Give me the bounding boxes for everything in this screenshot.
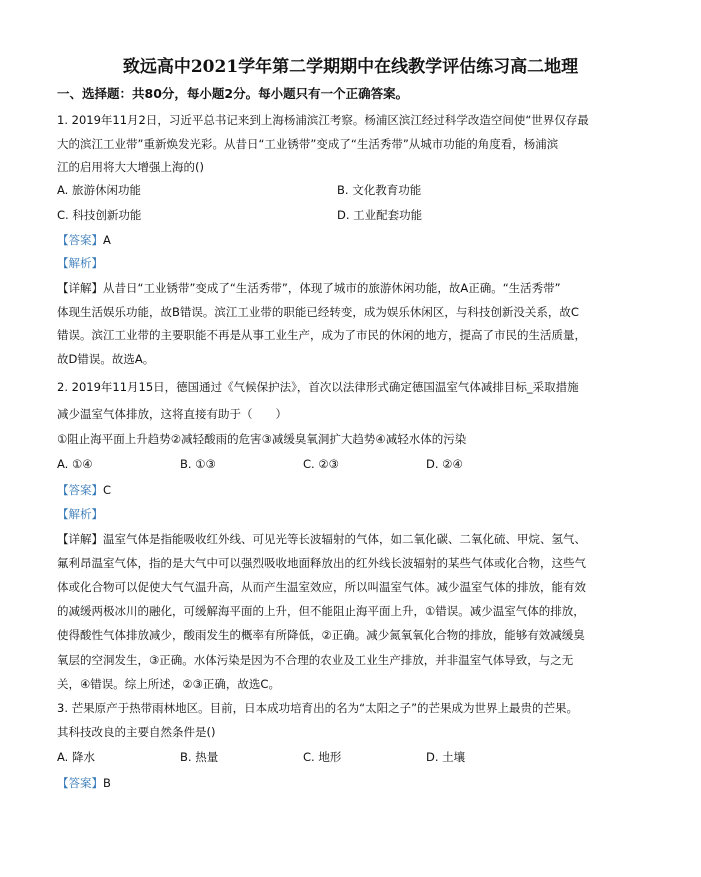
page-title: 致远高中2021学年第二学期期中在线教学评估练习高二地理 xyxy=(122,57,579,77)
question-text: 1. 2019年11月2日，习近平总书记来到上海杨浦滨江考察。杨浦区滨江经过科学改造空间使“世界仅存最 xyxy=(57,113,589,127)
question-text: 大的滨江工业带”重新焕发光彩。从昔日“工业锈带”变成了“生活秀带”从城市功能的角度看，杨浦滨 xyxy=(57,137,559,151)
answer-line xyxy=(57,232,111,248)
question-text: ①阻止海平面上升趋势②减轻酸雨的危害③减缓臭氧洞扩大趋势④减轻水体的污染 xyxy=(57,432,467,446)
option-a: A. 降水 xyxy=(57,750,95,764)
answer-line xyxy=(57,775,111,791)
detail-text: 错误。滨江工业带的主要职能不再是从事工业生产，成为了市民的休闲的地方，提高了市民的生活质量， xyxy=(57,328,586,342)
answer-value: B xyxy=(103,776,111,790)
question-text: 2. 2019年11月15日，德国通过《气候保护法》，首次以法律形式确定德国温室气体减排目标_采取措施 xyxy=(57,380,579,394)
question-text: 减少温室气体排放，这将直接有助于（ ） xyxy=(57,407,287,421)
option-b: B. 文化教育功能 xyxy=(337,183,422,197)
answer-label: 【答案】 xyxy=(57,233,103,247)
option-d: D. 土壤 xyxy=(426,750,466,764)
detail-text: 使得酸性气体排放减少，酸雨发生的概率有所降低，②正确。减少氮氧氧化合物的排放，能够有效减缓臭 xyxy=(57,628,585,642)
answer-value: C xyxy=(103,483,112,497)
option-a: A. 旅游休闲功能 xyxy=(57,183,141,197)
analysis-label: 【解析】 xyxy=(57,256,103,270)
detail-text: 氟利昂温室气体，指的是大气中可以强烈吸收地面释放出的红外线长波辐射的某些气体或化合物，这些气 xyxy=(57,556,586,570)
answer-line xyxy=(57,482,111,498)
option-c: C. 科技创新功能 xyxy=(57,208,142,222)
analysis-label: 【解析】 xyxy=(57,507,103,521)
question-text: 其科技改良的主要自然条件是() xyxy=(57,725,216,739)
answer-value: A xyxy=(103,233,111,247)
question-text: 江的启用将大大增强上海的() xyxy=(57,160,204,174)
question-text: 3. 芒果原产于热带雨林地区。目前，日本成功培育出的名为“太阳之子”的芒果成为世界上最贵的芒果。 xyxy=(57,701,579,715)
answer-label: 【答案】 xyxy=(57,483,103,497)
answer-label: 【答案】 xyxy=(57,776,103,790)
detail-text: 体或化合物可以促使大气气温升高，从而产生温室效应，所以叫温室气体。减少温室气体的排放，能有效 xyxy=(57,580,586,594)
detail-text: 关，④错误。综上所述，②③正确，故选C。 xyxy=(57,677,280,691)
option-c: C. 地形 xyxy=(303,750,342,764)
option-c: C. ②③ xyxy=(303,457,339,471)
option-b: B. ①③ xyxy=(180,457,216,471)
option-d: D. 工业配套功能 xyxy=(337,208,423,222)
detail-text: 【详解】从昔日“工业锈带”变成了“生活秀带”，体现了城市的旅游休闲功能，故A正确。“生活秀带” xyxy=(57,281,561,295)
detail-text: 的减缓两极冰川的融化，可缓解海平面的上升，但不能阻止海平面上升，①错误。减少温室气体的排放， xyxy=(57,604,585,618)
detail-text: 体现生活娱乐功能，故B错误。滨江工业带的职能已经转变，成为娱乐休闲区，与科技创新没关系，故C xyxy=(57,305,579,319)
option-b: B. 热量 xyxy=(180,750,219,764)
option-a: A. ①④ xyxy=(57,457,93,471)
detail-text: 故D错误。故选A。 xyxy=(57,352,155,366)
option-d: D. ②④ xyxy=(426,457,463,471)
detail-text: 【详解】温室气体是指能吸收红外线、可见光等长波辐射的气体，如二氧化碳、二氧化硫、甲烷、氢气、 xyxy=(57,532,586,546)
section-heading: 一、选择题：共80分，每小题2分。每小题只有一个正确答案。 xyxy=(57,86,409,101)
detail-text: 氧层的空洞发生，③正确。水体污染是因为不合理的农业及工业生产排放，并非温室气体导致，与之无 xyxy=(57,653,574,667)
